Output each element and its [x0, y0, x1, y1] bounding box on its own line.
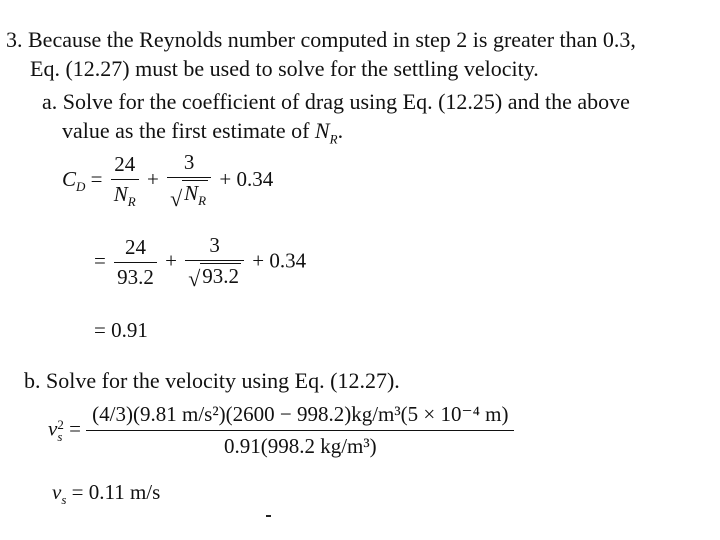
- eq2-den1: 93.2: [114, 262, 157, 290]
- cd-sub: D: [76, 179, 86, 195]
- vs-result-rhs: = 0.11 m/s: [66, 480, 161, 504]
- sqrt-symbol: √ 93.2: [188, 264, 240, 291]
- velocity-squared-equation: [48, 402, 514, 459]
- eq4-fraction: [86, 402, 514, 459]
- vs-result-var: v: [52, 480, 62, 504]
- eq2-fraction-2: [185, 233, 244, 292]
- drag-substitution-equation: [94, 233, 306, 292]
- part-a-line2: [62, 118, 343, 152]
- eq1-equals: =: [85, 166, 108, 191]
- eq1-den2: [167, 177, 211, 212]
- drag-coefficient-equation: [62, 150, 273, 212]
- eq1-num1: 24: [114, 152, 136, 176]
- part-a-nr-sub: R: [329, 131, 338, 147]
- eq1-fraction-2: [167, 150, 211, 212]
- eq2-tail: + 0.34: [252, 248, 307, 273]
- eq1-den2-sub: R: [198, 193, 207, 209]
- part-a-line1: a. Solve for the coefficient of drag using Eq. (12.25) and the above: [42, 89, 630, 114]
- eq4-numerator: (4/3)(9.81 m/s²)(2600 − 998.2)kg/m³(5 × 10⁻⁴ m): [92, 402, 509, 426]
- eq1-num2: 3: [183, 150, 195, 174]
- part-a-line2-end: .: [337, 118, 344, 143]
- cd-var: C: [62, 166, 77, 191]
- eq2-fraction-1: [114, 235, 157, 290]
- vs-result-sub: s: [61, 492, 67, 508]
- eq2-num1: 24: [124, 235, 146, 259]
- vs-sub: s: [57, 428, 63, 444]
- vs-sup: 2: [57, 416, 64, 432]
- stray-mark: [266, 515, 271, 517]
- eq2-den2-value: 93.2: [202, 264, 240, 288]
- step3-line2: Eq. (12.27) must be used to solve for the settling velocity.: [30, 56, 539, 81]
- eq1-den1: [111, 179, 139, 210]
- sqrt-symbol: √ $N_R$: [170, 181, 207, 212]
- eq2-plus: +: [165, 248, 183, 273]
- part-a-line2-prefix: value as the first estimate of: [62, 118, 315, 143]
- eq1-tail: + 0.34: [219, 166, 274, 191]
- eq2-equals: =: [94, 248, 112, 273]
- eq1-den1-sub: R: [127, 194, 136, 210]
- eq1-den1-var: N: [113, 182, 128, 206]
- eq4-equals: =: [63, 416, 87, 441]
- part-b-line1: b. Solve for the velocity using Eq. (12.27).: [24, 368, 400, 393]
- eq1-plus: +: [146, 166, 165, 191]
- eq4-denominator: 0.91(998.2 kg/m³): [86, 430, 514, 459]
- part-a-nr-var: N: [314, 118, 330, 143]
- eq2-den2: [185, 260, 244, 292]
- eq1-den2-var: N: [184, 181, 199, 205]
- step3-line1: 3. Because the Reynolds number computed in step 2 is greater than 0.3,: [6, 27, 636, 52]
- eq1-fraction-1: [111, 152, 139, 210]
- eq2-num2: 3: [209, 233, 220, 257]
- drag-result: = 0.91: [94, 318, 148, 342]
- vs-var: v: [48, 416, 58, 441]
- velocity-result: [52, 480, 160, 508]
